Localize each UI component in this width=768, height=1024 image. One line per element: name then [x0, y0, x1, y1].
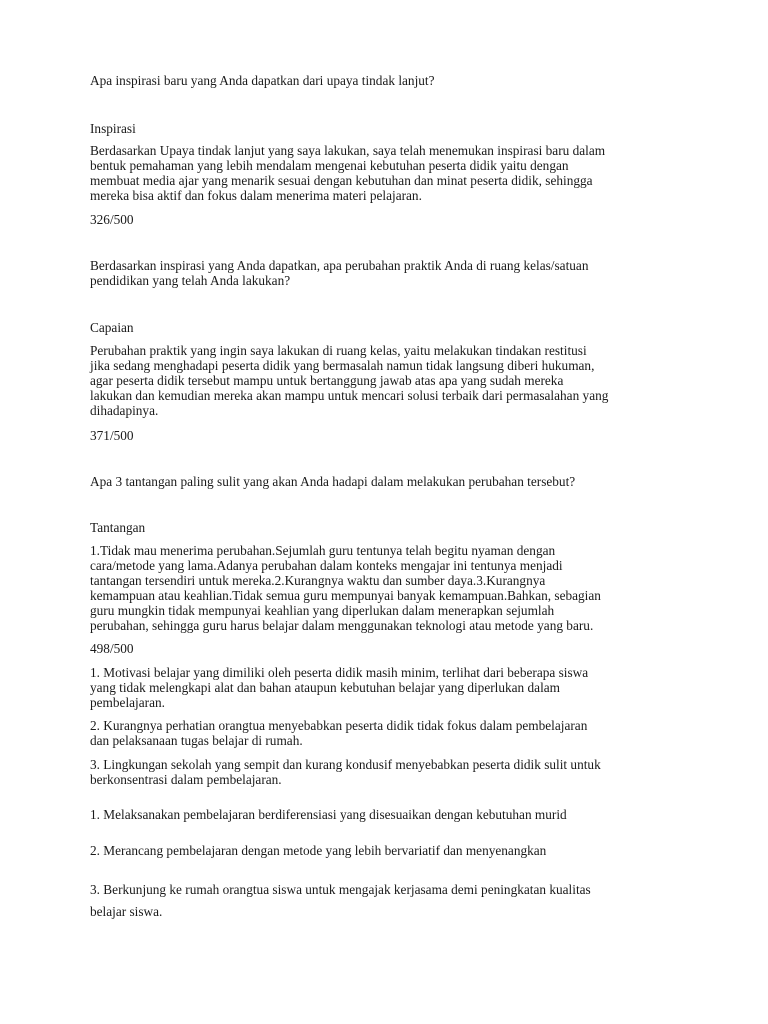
- answer-1-line: Berdasarkan Upaya tindak lanjut yang saya lakukan, saya telah menemukan inspirasi baru dalam: [90, 143, 606, 158]
- answer-2-line: dihadapinya.: [90, 403, 159, 418]
- question-1: Apa inspirasi baru yang Anda dapatkan dari upaya tindak lanjut?: [90, 73, 435, 88]
- problem-3: 3. Lingkungan sekolah yang sempit dan kurang kondusif menyebabkan peserta didik sulit untuk berkonsentrasi dalam pembelajaran.: [90, 757, 601, 787]
- answer-3-line: perubahan, sehingga guru harus belajar dalam menggunakan teknologi atau metode yang baru.: [90, 618, 594, 633]
- answer-2: [90, 343, 690, 418]
- answer-3-line: cara/metode yang lama.Adanya perubahan dalam konteks mengajar ini tentunya menjadi: [90, 558, 563, 573]
- question-3: Apa 3 tantangan paling sulit yang akan Anda hadapi dalam melakukan perubahan tersebut?: [90, 474, 576, 489]
- char-count-3: 498/500: [90, 641, 134, 656]
- solution-3: 3. Berkunjung ke rumah orangtua siswa untuk mengajak kerjasama demi peningkatan kualitas belajar siswa.: [90, 882, 591, 919]
- answer-2-line: jika sedang menghadapi peserta didik yang bermasalah namun tidak langsung diberi hukuman,: [90, 358, 595, 373]
- solution-1: 1. Melaksanakan pembelajaran berdiferensiasi yang disesuaikan dengan kebutuhan murid: [90, 807, 567, 822]
- question-2: Berdasarkan inspirasi yang Anda dapatkan, apa perubahan praktik Anda di ruang kelas/satuan pendidikan yang telah Anda lakukan?: [90, 258, 589, 288]
- answer-1-line: bentuk pemahaman yang lebih mendalam mengenai kebutuhan peserta didik yaitu dengan: [90, 158, 569, 173]
- problem-1: 1. Motivasi belajar yang dimiliki oleh peserta didik masih minim, terlihat dari beberapa siswa yang tidak melengkapi alat dan bahan ataupun kebutuhan belajar yang diperlukan dalam pembelajaran.: [90, 665, 589, 710]
- answer-2-line: lakukan dan kemudian mereka akan mampu untuk mencari solusi terbaik dari permasalahan yang: [90, 388, 609, 403]
- solution-2: 2. Merancang pembelajaran dengan metode yang lebih bervariatif dan menyenangkan: [90, 843, 547, 858]
- answer-3: [90, 543, 690, 633]
- label-tantangan: Tantangan: [90, 520, 146, 535]
- answer-3-line: kemampuan atau keahlian.Tidak semua guru mempunyai banyak kemampuan.Bahkan, sebagian: [90, 588, 601, 603]
- answer-2-line: agar peserta didik tersebut mampu untuk bertanggung jawab atas apa yang sudah mereka: [90, 373, 564, 388]
- char-count-1: 326/500: [90, 212, 134, 227]
- answer-1-line: membuat media ajar yang menarik sesuai dengan kebutuhan dan minat peserta didik, sehingga: [90, 173, 593, 188]
- label-capaian: Capaian: [90, 320, 134, 335]
- answer-1: [90, 143, 690, 203]
- answer-1-line: mereka bisa aktif dan fokus dalam menerima materi pelajaran.: [90, 188, 422, 203]
- label-inspirasi: Inspirasi: [90, 121, 136, 136]
- problem-2: 2. Kurangnya perhatian orangtua menyebabkan peserta didik tidak fokus dalam pembelajaran dan pelaksanaan tugas belajar di rumah.: [90, 718, 588, 748]
- answer-3-line: 1.Tidak mau menerima perubahan.Sejumlah guru tentunya telah begitu nyaman dengan: [90, 543, 556, 558]
- answer-3-line: tantangan tersendiri untuk mereka.2.Kurangnya waktu dan sumber daya.3.Kurangnya: [90, 573, 546, 588]
- answer-3-line: guru mungkin tidak mempunyai keahlian yang diperlukan dalam menerapkan sejumlah: [90, 603, 555, 618]
- char-count-2: 371/500: [90, 428, 134, 443]
- answer-2-line: Perubahan praktik yang ingin saya lakukan di ruang kelas, yaitu melakukan tindakan restitusi: [90, 343, 587, 358]
